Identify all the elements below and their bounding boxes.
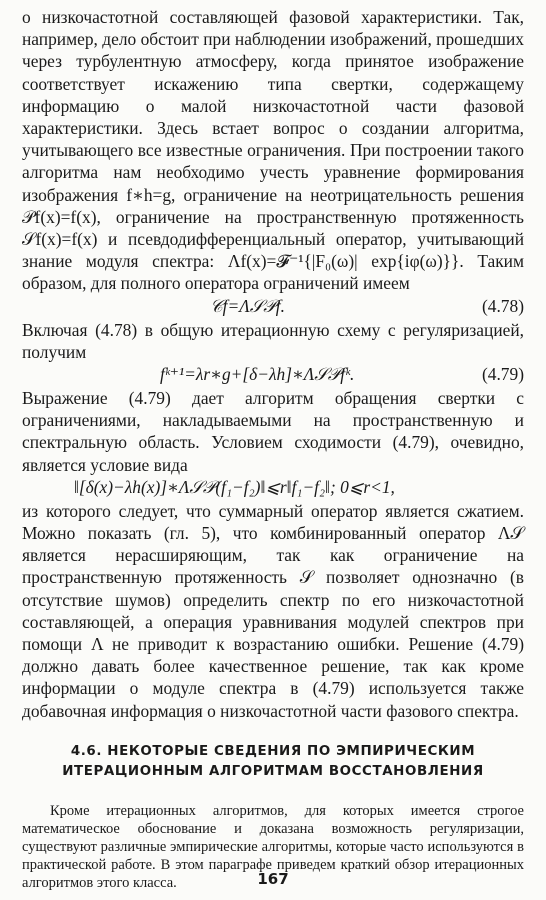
- section-heading-line-2: ИТЕРАЦИОННЫМ АЛГОРИТМАМ ВОССТАНОВЛЕНИЯ: [62, 763, 484, 779]
- paragraph-2: Включая (4.78) в общую итерационную схему с регуляризацией, получим: [22, 319, 524, 362]
- paragraph-3: Выражение (4.79) дает алгоритм обращения свертки с ограничениями, накладываемыми на пространственную и спектральную область. Условием сходимости (4.79), очевидно, является условие вида: [22, 388, 524, 475]
- convergence-condition-expression: ‖[δ(x)−λh(x)]∗Λ𝒮𝒫(f₁−f₂)‖⩽r‖f₁−f₂‖; 0⩽r<1,: [74, 476, 395, 497]
- formula-4-78-expression: 𝒞f=Λ𝒮𝒫f.: [210, 295, 285, 316]
- formula-4-78-number: (4.78): [481, 295, 524, 316]
- paragraph-1: о низкочастотной составляющей фазовой характеристики. Так, например, дело обстоит при наблюдении изображений, прошедших через турбулентную атмосферу, когда принятое изображение соответствует искажению типа свертки, содержащему информацию о малой низкочастотной части фазовой характеристики. Здесь встает вопрос о создании алгоритма, учитывающего все известные ограничения. При построении такого алгоритма нам необходимо учесть уравнение формирования изображения f∗h=g, ограничение на неотрицательность решения 𝒫f(x)=f(x), ограничение на пространственную протяженность 𝒮f(x)=f(x) и псевдодифференциальный оператор, учитывающий знание модуля спектра: Λf(x)=𝓕⁻¹{|F₀(ω)| exp{iφ(ω)}}. Таким образом, для полного оператора ограничений имеем: [22, 7, 524, 294]
- paragraph-4: из которого следует, что суммарный оператор является сжатием. Можно показать (гл. 5), что комбинированный оператор Λ𝒮 является нерасширяющим, так как ограничение на пространственную протяженность 𝒮 позволяет однозначно (в отсутствие шумов) определить спектр по его низкочастотной составляющей, а операция уравнивания модулей спектров при помощи Λ не приводит к возрастанию ошибки. Решение (4.79) должно давать более качественное решение, так как кроме информации о модуле спектра в (4.79) используется также добавочная информация о низкочастотной части фазового спектра.: [22, 500, 524, 721]
- formula-4-79-expression: fᵏ⁺¹=λr∗g+[δ−λh]∗Λ𝒮𝒫fᵏ.: [160, 364, 355, 385]
- section-intro-paragraph: Кроме итерационных алгоритмов, для которых имеется строгое математическое обоснование и доказана возможность регуляризации, существуют различные эмпирические алгоритмы, которые часто используются в практической работе. В этом параграфе приведем краткий обзор итерационных алгоритмов этого класса.: [22, 802, 524, 891]
- convergence-condition: [22, 476, 524, 500]
- section-heading-line-1: 4.6. НЕКОТОРЫЕ СВЕДЕНИЯ ПО ЭМПИРИЧЕСКИМ: [70, 743, 476, 759]
- formula-4-79-number: (4.79): [481, 364, 524, 385]
- section-heading: [22, 742, 524, 782]
- page-number: 167: [257, 870, 289, 888]
- formula-4-79: [22, 363, 524, 387]
- formula-4-78: [22, 295, 524, 319]
